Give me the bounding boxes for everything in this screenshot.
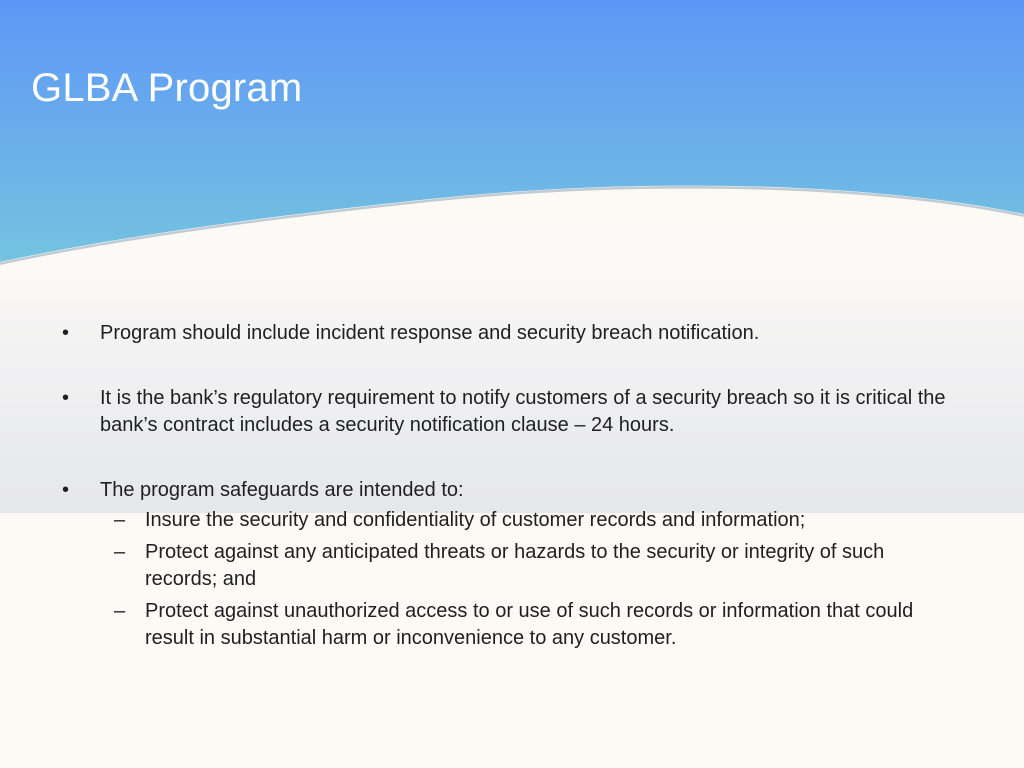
sub-bullet-mark: – <box>114 541 126 563</box>
sub-bullet-item <box>100 598 962 652</box>
bullet-item <box>62 320 962 347</box>
sub-bullet-text: Protect against unauthorized access to or use of such records or information that could result in substantial harm or inconvenience to any customer. <box>145 600 914 649</box>
sub-bullet-item <box>100 539 962 593</box>
bullet-mark: • <box>62 387 70 409</box>
sub-bullet-mark: – <box>114 509 126 531</box>
sub-bullet-text: Protect against any anticipated threats or hazards to the security or integrity of such records; and <box>145 541 885 590</box>
bullet-mark: • <box>62 479 70 501</box>
sub-bullet-mark: – <box>114 600 126 622</box>
sub-bullet-item <box>100 507 962 534</box>
header-wave <box>0 0 1024 300</box>
bullet-mark: • <box>62 322 70 344</box>
bullet-item <box>62 477 962 652</box>
bullet-text: It is the bank’s regulatory requirement to notify customers of a security breach so it is critical the bank’s contract includes a security notification clause – 24 hours. <box>100 387 946 436</box>
bullet-text: Program should include incident response and security breach notification. <box>100 322 760 344</box>
bullet-item <box>62 385 962 439</box>
slide-title: GLBA Program <box>31 66 303 110</box>
sub-bullet-text: Insure the security and confidentiality of customer records and information; <box>145 509 806 531</box>
bullet-text: The program safeguards are intended to: <box>100 479 464 501</box>
sub-bullet-list <box>100 507 962 652</box>
slide-content <box>62 320 962 657</box>
